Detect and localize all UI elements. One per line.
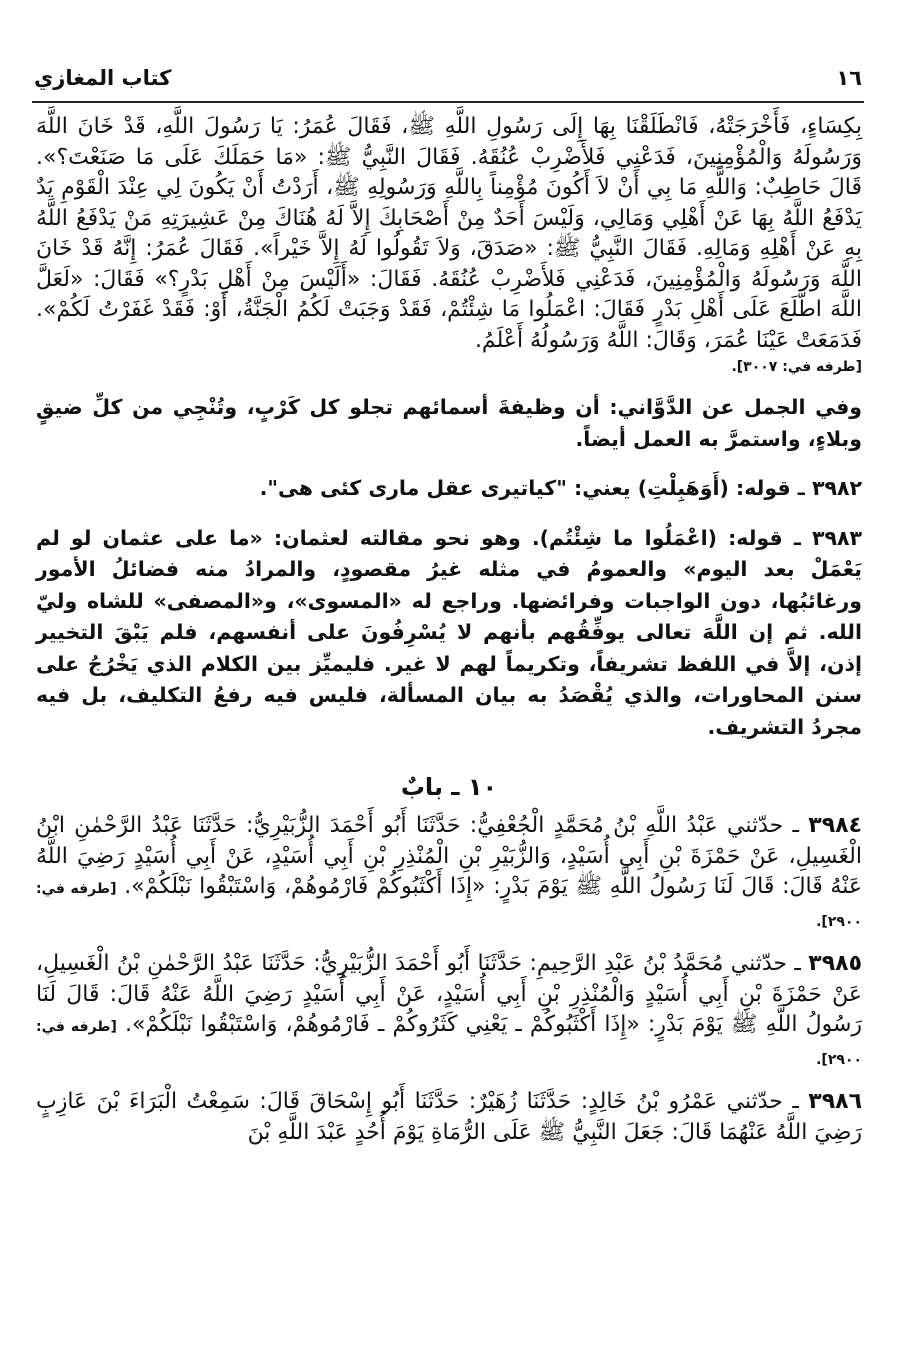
hadith-reference: [طرفه في: ٣٠٠٧]. xyxy=(731,359,862,375)
hadith-entry xyxy=(36,811,862,937)
hadith-continuation xyxy=(36,112,862,356)
hadith-text: ـ حدّثني مُحَمَّدُ بْنُ عَبْدِ الرَّحِيمِ: حَدَّثَنَا أَبُو أَحْمَدَ الزُّبَيْرِيُّ: حَدَّثَنَا عَبْدُ الرَّحْمٰنِ بْنُ الْغَسِيلِ، عَنْ حَمْزَةَ بْنِ أَبِي أُسَيْدٍ وَالْمُنْذِرِ بْنِ أَبِي أُسَيْدٍ، عَنْ أَبِي أُسَيْدٍ رَضِيَ اللَّهُ عَنْهُ قَالَ: قَالَ لَنَا رَسُولُ اللَّهِ ﷺ يَوْمَ بَدْرٍ: «إِذَا أَكْثَبُوكُمْ ـ يَعْنِي كَثَرُوكُمْ ـ فَارْمُوهُمْ، وَاسْتَبْقُوا نَبْلَكُمْ». xyxy=(36,951,862,1037)
book-title: كتاب المغازي xyxy=(34,66,172,90)
commentary-paragraph xyxy=(36,523,862,744)
hadith-number: ٣٩٨٥ xyxy=(808,951,862,976)
page-number: ١٦ xyxy=(836,66,862,90)
section-heading: ١٠ ـ بابٌ xyxy=(400,773,498,801)
hadith-entry xyxy=(36,1087,862,1148)
hadith-text: بِكِسَاءٍ، فَأَخْرَجَتْهُ، فَانْطَلَقْنَا بِهَا إِلَى رَسُولِ اللَّهِ ﷺ، فَقَالَ عُمَرُ: يَا رَسُولَ اللَّهِ، قَدْ خَانَ اللَّهَ وَرَسُولَهُ وَالْمُؤْمِنِينَ، فَدَعْنِي فَلأَضْرِبْ عُنُقَهُ. فَقَالَ النَّبِيُّ ﷺ: «مَا حَمَلَكَ عَلَى مَا صَنَعْتَ؟». قَالَ حَاطِبٌ: وَاللَّهِ مَا بِي أَنْ لاَ أَكُونَ مُؤْمِناً بِاللَّهِ وَرَسُولِهِ ﷺ، أَرَدْتُ أَنْ يَكُونَ لِي عِنْدَ الْقَوْمِ يَدٌ يَدْفَعُ اللَّهُ بِهَا عَنْ أَهْلِي وَمَالِي، وَلَيْسَ أَحَدٌ مِنْ أَصْحَابِكَ إِلاَّ لَهُ هُنَاكَ مِنْ عَشِيرَتِهِ مَنْ يَدْفَعُ اللَّهُ بِهِ عَنْ أَهْلِهِ وَمَالِهِ. فَقَالَ النَّبِيُّ ﷺ: «صَدَقَ، وَلاَ تَقُولُوا لَهُ إِلاَّ خَيْراً». فَقَالَ عُمَرُ: إِنَّهُ قَدْ خَانَ اللَّهَ وَرَسُولَهُ وَالْمُؤْمِنِينَ، فَدَعْنِي فَلأَضْرِبْ عُنُقَهُ. فَقَالَ: «أَلَيْسَ مِنْ أَهْلِ بَدْرٍ؟» فَقَالَ: «لَعَلَّ اللَّهَ اطَّلَعَ عَلَى أَهْلِ بَدْرٍ فَقَالَ: اعْمَلُوا مَا شِئْتُمْ، فَقَدْ وَجَبَتْ لَكُمُ الْجَنَّةُ، أَوْ: فَقَدْ غَفَرْتُ لَكُمْ». فَدَمَعَتْ عَيْنَا عُمَرَ، وَقَالَ: اللَّهُ وَرَسُولُهُ أَعْلَمُ. xyxy=(36,114,862,353)
hadith-text: ـ حدّثني عَمْرُو بْنُ خَالِدٍ: حَدَّثَنَا زُهَيْرٌ: حَدَّثَنَا أَبُو إِسْحَاقَ قَالَ: سَمِعْتُ الْبَرَاءَ بْنَ عَازِبٍ رَضِيَ اللَّهُ عَنْهُمَا قَالَ: جَعَلَ النَّبِيُّ ﷺ عَلَى الرُّمَاةِ يَوْمَ أُحُدٍ عَبْدَ اللَّهِ بْنَ xyxy=(36,1089,862,1145)
commentary-text: ـ قوله: (أَوَهَبِلْتِ) يعني: "كياتيرى عقل مارى كئى هى". xyxy=(259,476,805,500)
hadith-text: ـ حدّثني عَبْدُ اللَّهِ بْنُ مُحَمَّدٍ الْجُعْفِيُّ: حَدَّثَنَا أَبُو أَحْمَدَ الزُّبَيْرِيُّ: حَدَّثَنَا عَبْدُ الرَّحْمٰنِ ابْنُ الْغَسِيلِ، عَنْ حَمْزَةَ بْنِ أَبِي أُسَيْدٍ، وَالزُّبَيْرِ بْنِ الْمُنْذِرِ بْنِ أَبِي أُسَيْدٍ، عَنْ أَبِي أُسَيْدٍ رَضِيَ اللَّهُ عَنْهُ قَالَ: قَالَ لَنَا رَسُولُ اللَّهِ ﷺ يَوْمَ بَدْرٍ: «إِذَا أَكْثَبُوكُمْ فَارْمُوهُمْ، وَاسْتَبْقُوا نَبْلَكُمْ». xyxy=(36,813,862,899)
hadith-reference: [طرفه في: ٢٩٠٠]. xyxy=(36,881,862,930)
page-content xyxy=(36,112,862,1148)
hadith-number: ٣٩٨٦ xyxy=(808,1089,863,1114)
commentary-text: وفي الجمل عن الدَّوَّاني: أن وظيفةَ أسمائهم تجلو كل كَرْبٍ، وتُنْجِي من كلِّ ضيقٍ وبلاءٍ، واستمرَّ به العمل أيضاً. xyxy=(36,395,862,451)
page-header xyxy=(34,58,862,98)
commentary-number: ٣٩٨٢ xyxy=(811,476,862,500)
commentary-paragraph xyxy=(36,392,862,455)
commentary-paragraph xyxy=(36,473,862,505)
commentary-number: ٣٩٨٣ xyxy=(811,525,862,550)
header-divider xyxy=(32,101,864,103)
hadith-entry xyxy=(36,949,862,1075)
commentary-text: ـ قوله: (اعْمَلُوا ما شِئْتُم). وهو نحو مقالته لعثمان: «ما على عثمان لو لم يَعْمَلْ بعد اليوم» والعمومُ في مثله غيرُ مقصودٍ، والمرادُ منه فضائلُ الأمور ورغائبُها، دون الواجبات وفرائضها. وراجع له «المسوى»، و«المصفى» للشاه وليّ الله. ثم إن اللَّهَ تعالى يوفِّقُهم بأنهم لا يُسْرِفُونَ على أنفسهم، فلم يَبْقَ التخيير إذن، إلاَّ في اللفظ تشريفاً، وتكريماً لهم لا غير. فليميِّز بين الكلام الذي يَخْرُجُ على سنن المحاورات، والذي يُقْصَدُ به بيان المسألة، فليس فيه رفعُ التكليف، بل فيه مجردُ التشريف. xyxy=(36,525,862,739)
hadith-reference: [طرفه في: ٢٩٠٠]. xyxy=(36,1019,862,1068)
hadith-number: ٣٩٨٤ xyxy=(808,813,862,838)
